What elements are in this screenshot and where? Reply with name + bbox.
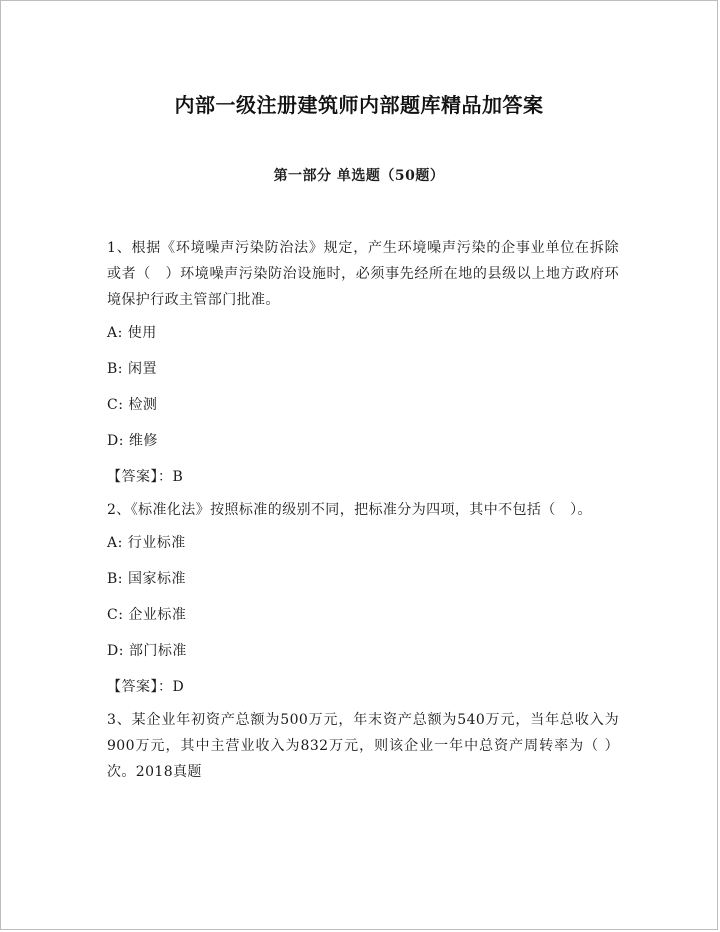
question-1-option-c: C: 检测 xyxy=(107,397,158,413)
question-2-option-d: D: 部门标准 xyxy=(107,643,187,659)
question-2-text: 2、《标准化法》按照标准的级别不同，把标准分为四项，其中不包括（ ）。 xyxy=(107,502,592,518)
question-2-option-a: A: 行业标准 xyxy=(107,535,186,551)
question-1-option-a: A: 使用 xyxy=(107,325,157,341)
question-1 xyxy=(107,235,619,487)
question-3-text: 3、某企业年初资产总额为500万元，年末资产总额为540万元，当年总收入为900万元，其中主营业收入为832万元，则该企业一年中总资产周转率为（ ）次。2018真题 xyxy=(107,712,619,780)
question-1-answer: 【答案】：B xyxy=(107,469,184,485)
question-1-option-b: B: 闲置 xyxy=(107,361,157,377)
question-list xyxy=(107,235,619,785)
question-2-answer: 【答案】：D xyxy=(107,679,185,695)
question-2-option-c: C: 企业标准 xyxy=(107,607,187,623)
section-title: 第一部分 单选题（50题） xyxy=(273,168,445,184)
question-3 xyxy=(107,707,619,785)
question-1-option-d: D: 维修 xyxy=(107,433,158,449)
question-2-option-b: B: 国家标准 xyxy=(107,571,186,587)
question-1-text: 1、根据《环境噪声污染防治法》规定，产生环境噪声污染的企事业单位在拆除或者（ ）环境噪声污染防治设施时，必须事先经所在地的县级以上地方政府环境保护行政主管部门批准。 xyxy=(107,240,619,308)
question-2 xyxy=(107,497,619,697)
document-title: 内部一级注册建筑师内部题库精品加答案 xyxy=(174,93,544,117)
